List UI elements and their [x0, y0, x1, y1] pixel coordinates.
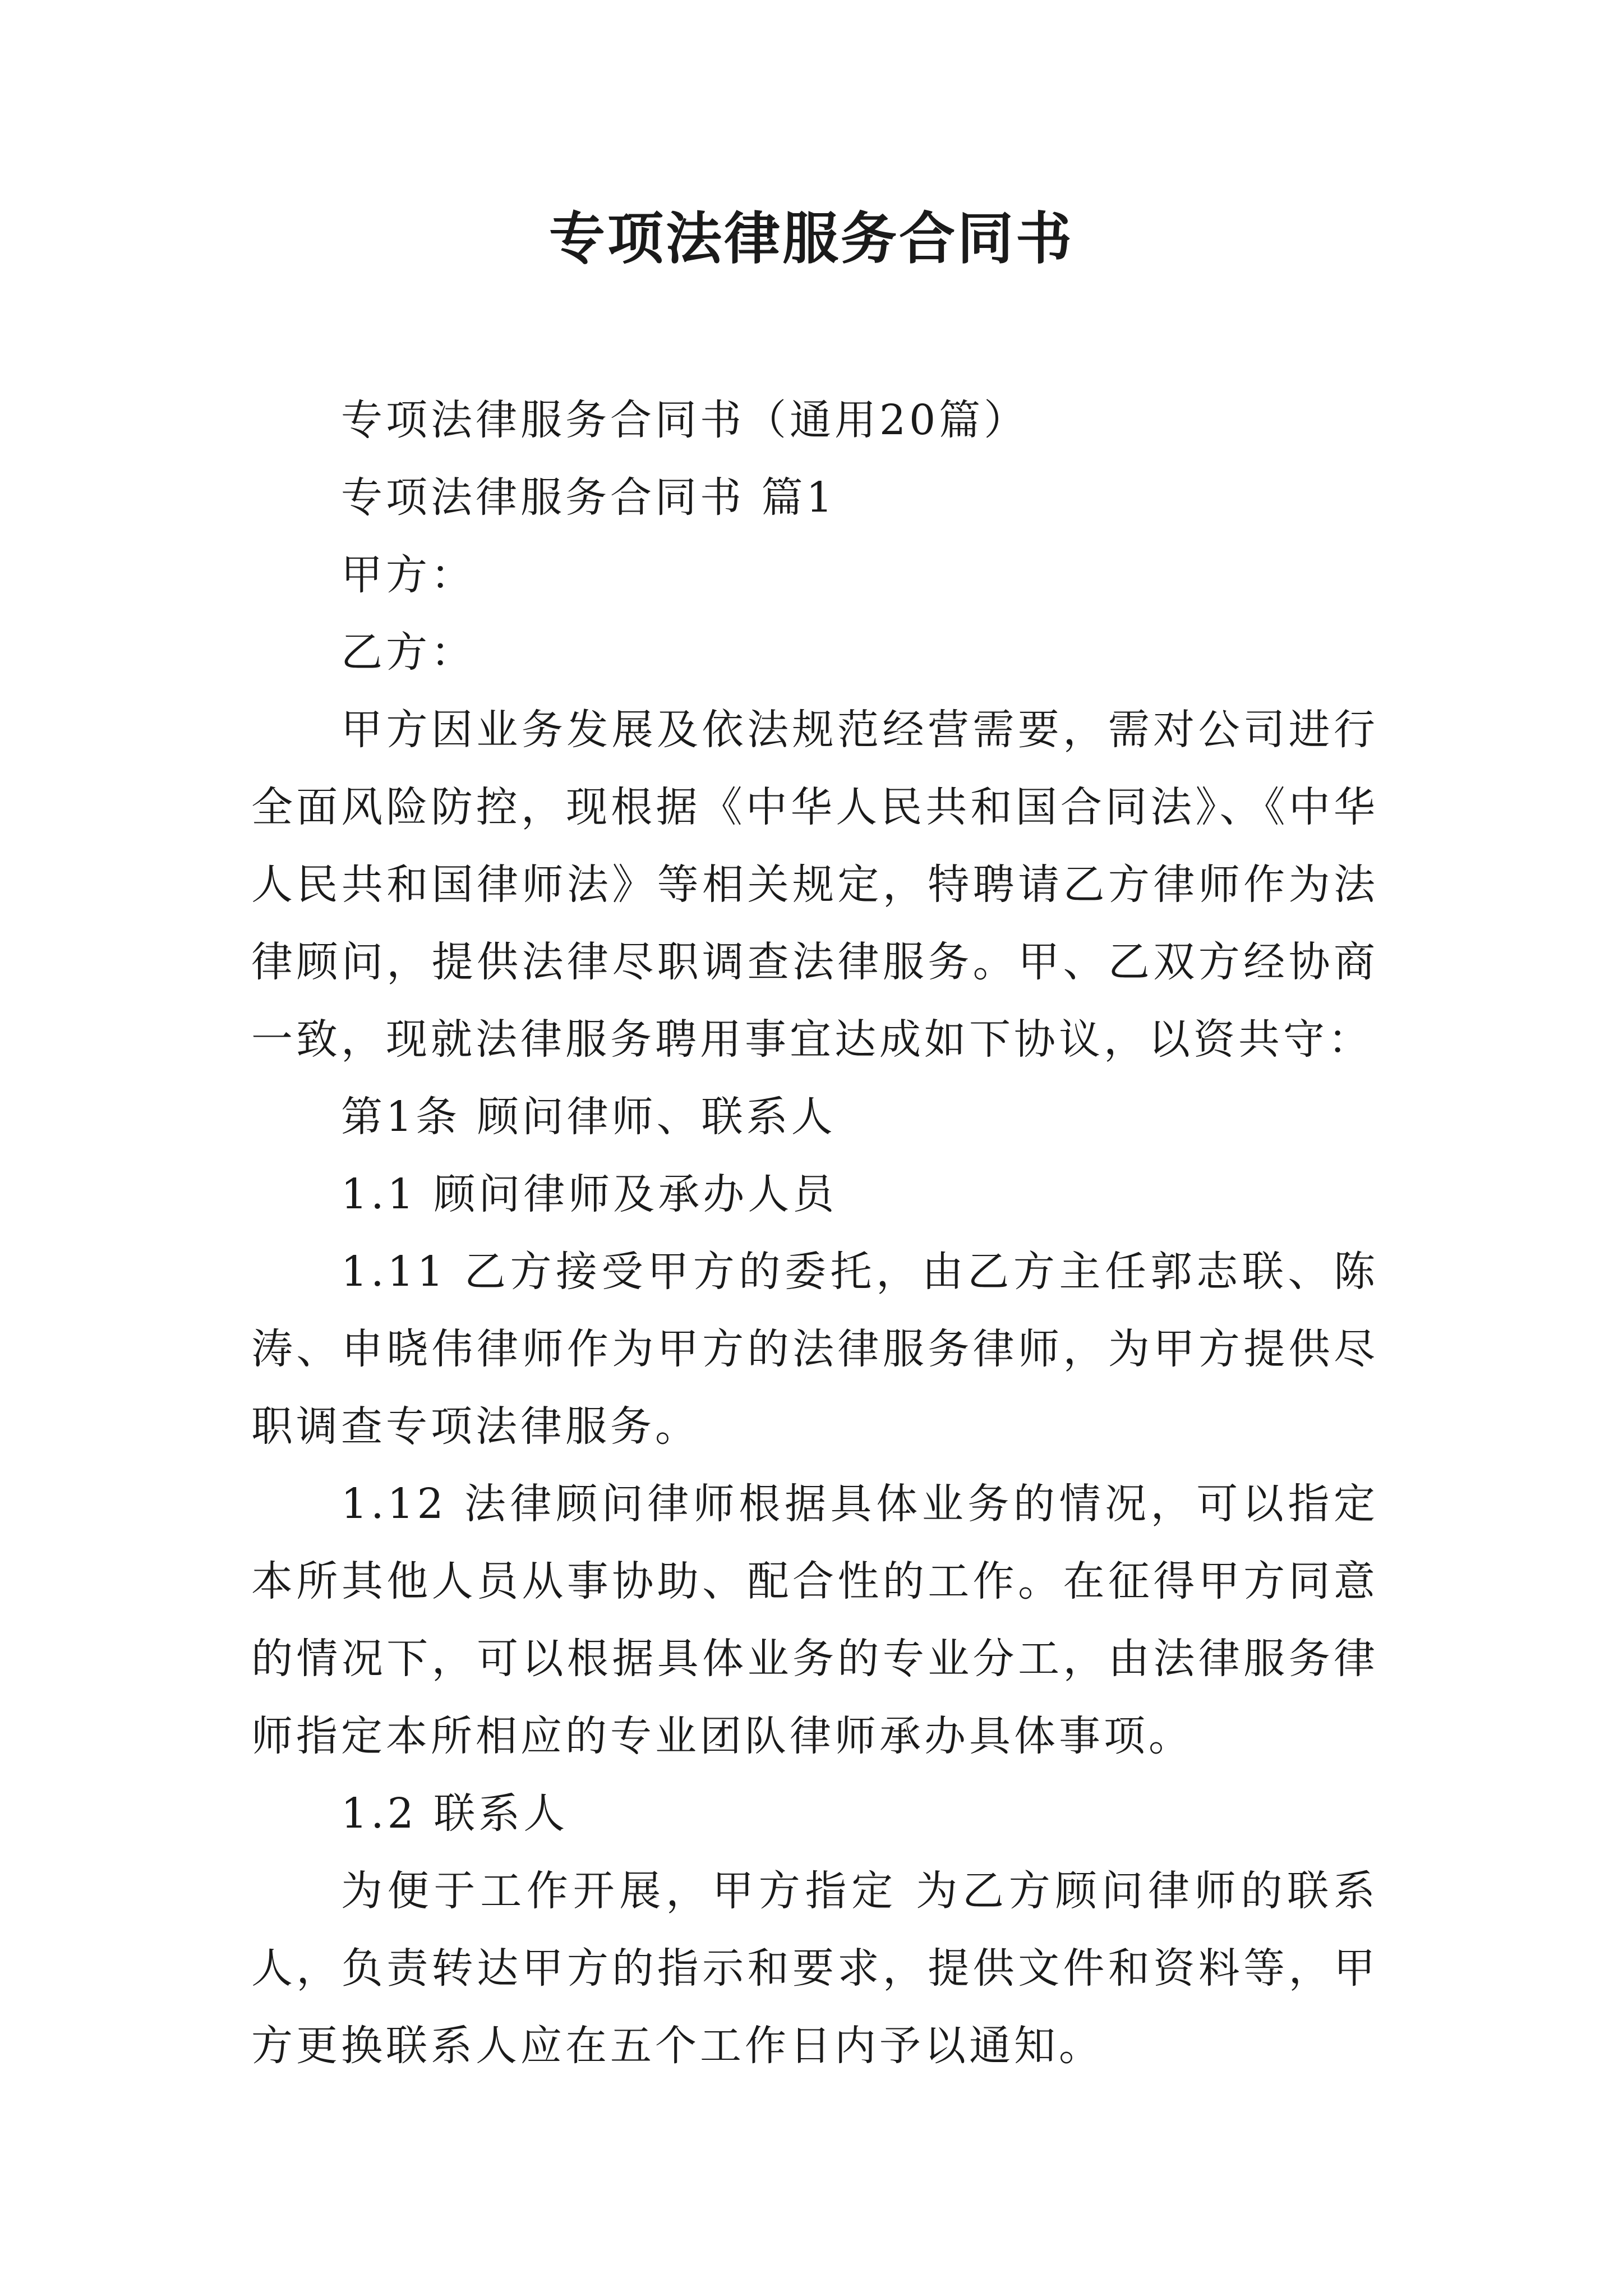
- party-b-line: 乙方：: [341, 628, 476, 677]
- clause-paragraph: 1.11 乙方接受甲方的委托，由乙方主任郭志联、陈涛、申晓伟律师作为甲方的法律服务律师，为甲方提供尽职调查专项法律服务。: [251, 1248, 1378, 1451]
- subtitle-paragraph: 专项法律服务合同书（通用20篇）: [341, 396, 1029, 444]
- preamble-paragraph: 甲方因业务发展及依法规范经营需要，需对公司进行全面风险防控，现根据《中华人民共和国合同法》、《中华人民共和国律师法》等相关规定，特聘请乙方律师作为法律顾问，提供法律尽职调查法律服务。甲、乙双方经协商一致，现就法律服务聘用事宜达成如下协议，以资共守：: [251, 706, 1378, 1064]
- document-body: [251, 381, 1378, 2085]
- clause-paragraph: 1.12 法律顾问律师根据具体业务的情况，可以指定本所其他人员从事协助、配合性的工作。在征得甲方同意的情况下，可以根据具体业务的专业分工，由法律服务律师指定本所相应的专业团队律师承办具体事项。: [251, 1480, 1378, 1760]
- clause-heading: 1.2 联系人: [341, 1789, 569, 1838]
- clause-paragraph: 为便于工作开展，甲方指定 为乙方顾问律师的联系人，负责转达甲方的指示和要求，提供文件和资料等，甲方更换联系人应在五个工作日内予以通知。: [251, 1867, 1378, 2070]
- clause-heading: 1.1 顾问律师及承办人员: [341, 1170, 838, 1218]
- party-a-line: 甲方：: [341, 551, 476, 599]
- document-title: 专项法律服务合同书: [549, 205, 1074, 272]
- section-heading: 专项法律服务合同书 篇1: [341, 473, 836, 522]
- article-heading: 第1条 顾问律师、联系人: [341, 1093, 836, 1141]
